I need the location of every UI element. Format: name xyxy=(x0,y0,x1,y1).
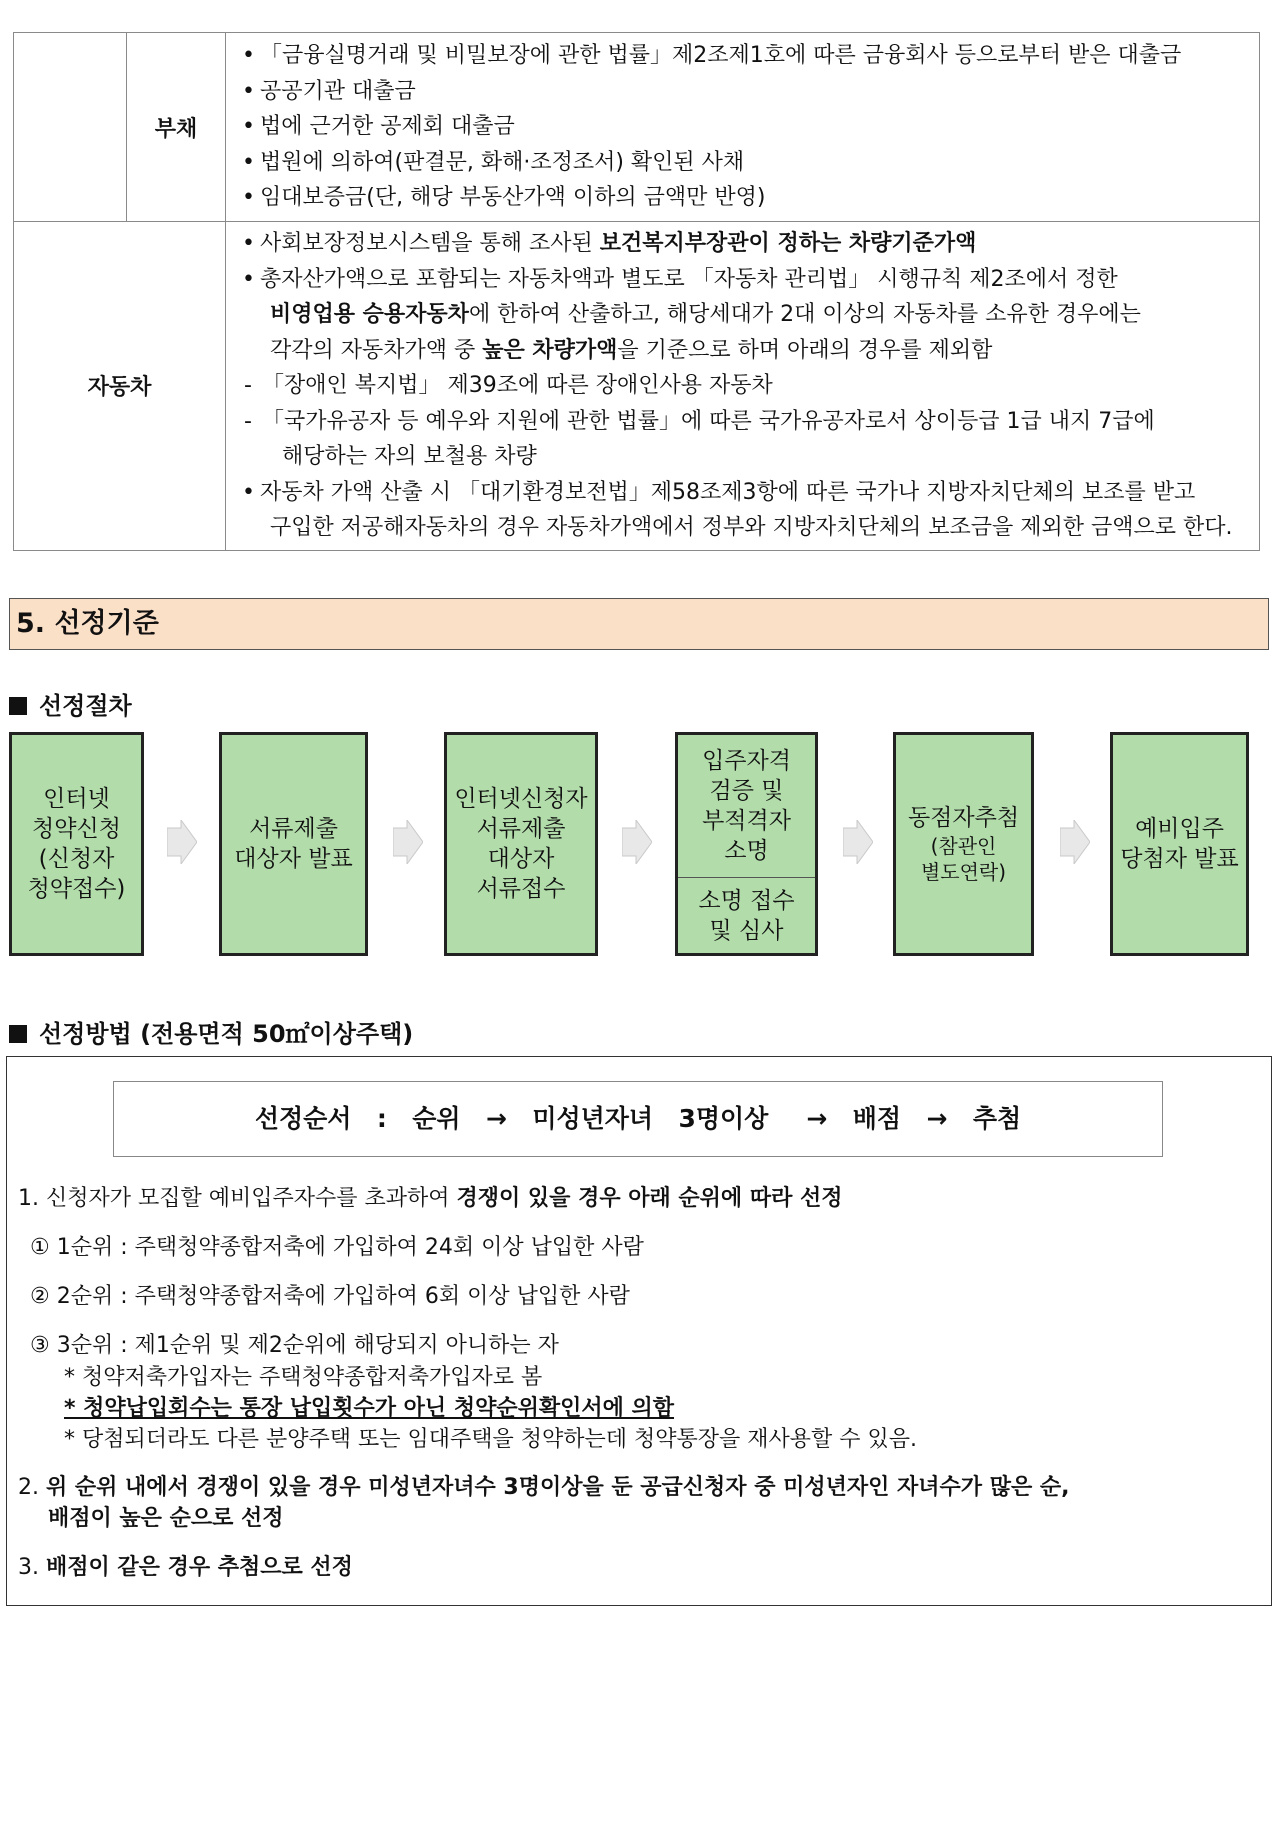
method-heading xyxy=(9,1014,413,1049)
flow-step-subtext: (참관인 별도연락) xyxy=(920,834,1007,884)
chevron-right-icon xyxy=(622,820,652,864)
chevron-right-icon xyxy=(1060,820,1090,864)
flow-step-5 xyxy=(893,732,1034,956)
rank-2: ② 2순위 : 주택청약종합저축에 가입하여 6회 이상 납입한 사람 xyxy=(30,1284,630,1309)
debt-item: • 법원에 의하여(판결문, 화해·조정조서) 확인된 사채 xyxy=(236,145,1249,181)
car-item-continued: 구입한 저공해자동차의 경우 자동차가액에서 정부와 지방자치단체의 보조금을 제외한 금액으로 한다. xyxy=(270,515,1233,540)
car-item-text: 에 한하여 산출하고, 해당세대가 2대 이상의 자동차를 소유한 경우에는 xyxy=(468,302,1141,327)
flow-step-3 xyxy=(444,732,598,956)
flow-step-text: 예비입주 당첨자 발표 xyxy=(1120,816,1239,872)
section-title: 5. 선정기준 xyxy=(9,598,1269,650)
debt-row xyxy=(14,33,1260,222)
square-bullet-icon xyxy=(9,1025,27,1043)
debt-item: • 「금융실명거래 및 비밀보장에 관한 법률」제2조제1호에 따른 금융회사 등으로부터 받은 대출금 xyxy=(236,38,1249,74)
debt-content xyxy=(226,33,1260,222)
note: * 청약저축가입자는 주택청약종합저축가입자로 봄 xyxy=(64,1365,543,1390)
debt-item: • 법에 근거한 공제회 대출금 xyxy=(236,109,1249,145)
square-bullet-icon xyxy=(9,697,27,715)
flow-step-text: 인터넷 청약신청 (신청자 청약접수) xyxy=(27,786,126,902)
car-label: 자동차 xyxy=(14,222,226,551)
chevron-right-icon xyxy=(843,820,873,864)
car-exception-continued: 해당하는 자의 보철용 차량 xyxy=(282,444,537,469)
chevron-right-icon xyxy=(393,820,423,864)
method-number: 3. xyxy=(18,1555,46,1580)
car-item-bold: 비영업용 승용자동차 xyxy=(270,302,469,327)
flow-step-2 xyxy=(219,732,368,956)
note: * 당첨되더라도 다른 분양주택 또는 임대주택을 청약하는데 청약통장을 재사용할 수 있음. xyxy=(64,1427,917,1452)
procedure-heading-text: 선정절차 xyxy=(39,692,132,720)
car-item-continued xyxy=(236,297,1249,333)
debt-label: 부채 xyxy=(127,33,226,222)
method-text-bold: 경쟁이 있을 경우 아래 순위에 따라 선정 xyxy=(456,1186,843,1211)
flow-step-subtext: 소명 접수 및 심사 xyxy=(698,887,795,944)
car-item-text: 각각의 자동차가액 중 xyxy=(270,337,483,363)
car-exception: - 「장애인 복지법」 제39조에 따른 장애인사용 자동차 xyxy=(236,368,1249,404)
car-row xyxy=(14,222,1260,551)
method-item-3 xyxy=(18,1550,353,1581)
rank-1: ① 1순위 : 주택청약종합저축에 가입하여 24회 이상 납입한 사람 xyxy=(30,1235,644,1260)
flow-step-4 xyxy=(675,732,818,956)
car-content xyxy=(226,222,1260,551)
car-item-text: 사회보장정보시스템을 통해 조사된 xyxy=(260,231,600,256)
method-item-2-continued: 배점이 높은 순으로 선정 xyxy=(48,1506,284,1531)
flow-step-text: 입주자격 검증 및 부적격자 소명 xyxy=(678,735,815,878)
car-item: • 총자산가액으로 포함되는 자동차액과 별도로 「자동차 관리법」 시행규칙 제2조에서 정한 xyxy=(236,262,1249,298)
flow-step-6 xyxy=(1110,732,1249,956)
method-item-1 xyxy=(18,1181,843,1212)
car-item-continued xyxy=(236,333,1249,369)
procedure-heading xyxy=(9,686,132,721)
flow-step-1 xyxy=(9,732,144,956)
flow-step-text: 서류제출 대상자 발표 xyxy=(234,816,353,872)
method-number: 2. xyxy=(18,1475,46,1500)
method-text-bold: 위 순위 내에서 경쟁이 있을 경우 미성년자녀수 3명이상을 둔 공급신청자 중 미성년자인 자녀수가 많은 순, xyxy=(45,1475,1070,1500)
debt-group-cell xyxy=(14,33,127,222)
flow-step-text: 인터넷신청자 서류제출 대상자 서류접수 xyxy=(454,786,588,902)
asset-criteria-table xyxy=(13,32,1260,551)
car-exception: - 「국가유공자 등 예우와 지원에 관한 법률」에 따른 국가유공자로서 상이등급 1급 내지 7급에 xyxy=(236,404,1249,440)
debt-item: • 임대보증금(단, 해당 부동산가액 이하의 금액만 반영) xyxy=(236,180,1249,216)
car-item-bold: 보건복지부장관이 정하는 차량기준가액 xyxy=(599,231,977,256)
method-text: 1. 신청자가 모집할 예비입주자수를 초과하여 xyxy=(18,1186,457,1211)
selection-order: 선정순서 : 순위 → 미성년자녀 3명이상 → 배점 → 추첨 xyxy=(113,1081,1163,1157)
car-item-bold: 높은 차량가액 xyxy=(482,337,618,363)
rank-3: ③ 3순위 : 제1순위 및 제2순위에 해당되지 아니하는 자 xyxy=(30,1333,559,1358)
flow-step-text: 동점자추첨 xyxy=(907,805,1020,831)
debt-item: • 공공기관 대출금 xyxy=(236,74,1249,110)
car-item: • 자동차 가액 산출 시 「대기환경보전법」제58조제3항에 따른 국가나 지방자치단체의 보조를 받고 xyxy=(236,475,1249,511)
car-item-text: 을 기준으로 하며 아래의 경우를 제외함 xyxy=(617,337,993,363)
note-emphasis: * 청약납입회수는 통장 납입횟수가 아닌 청약순위확인서에 의함 xyxy=(64,1396,675,1421)
car-item xyxy=(236,226,1249,262)
chevron-right-icon xyxy=(167,820,197,864)
method-item-2 xyxy=(18,1470,1069,1501)
method-text-bold: 배점이 같은 경우 추첨으로 선정 xyxy=(45,1555,353,1580)
method-heading-text: 선정방법 (전용면적 50㎡이상주택) xyxy=(39,1020,414,1048)
